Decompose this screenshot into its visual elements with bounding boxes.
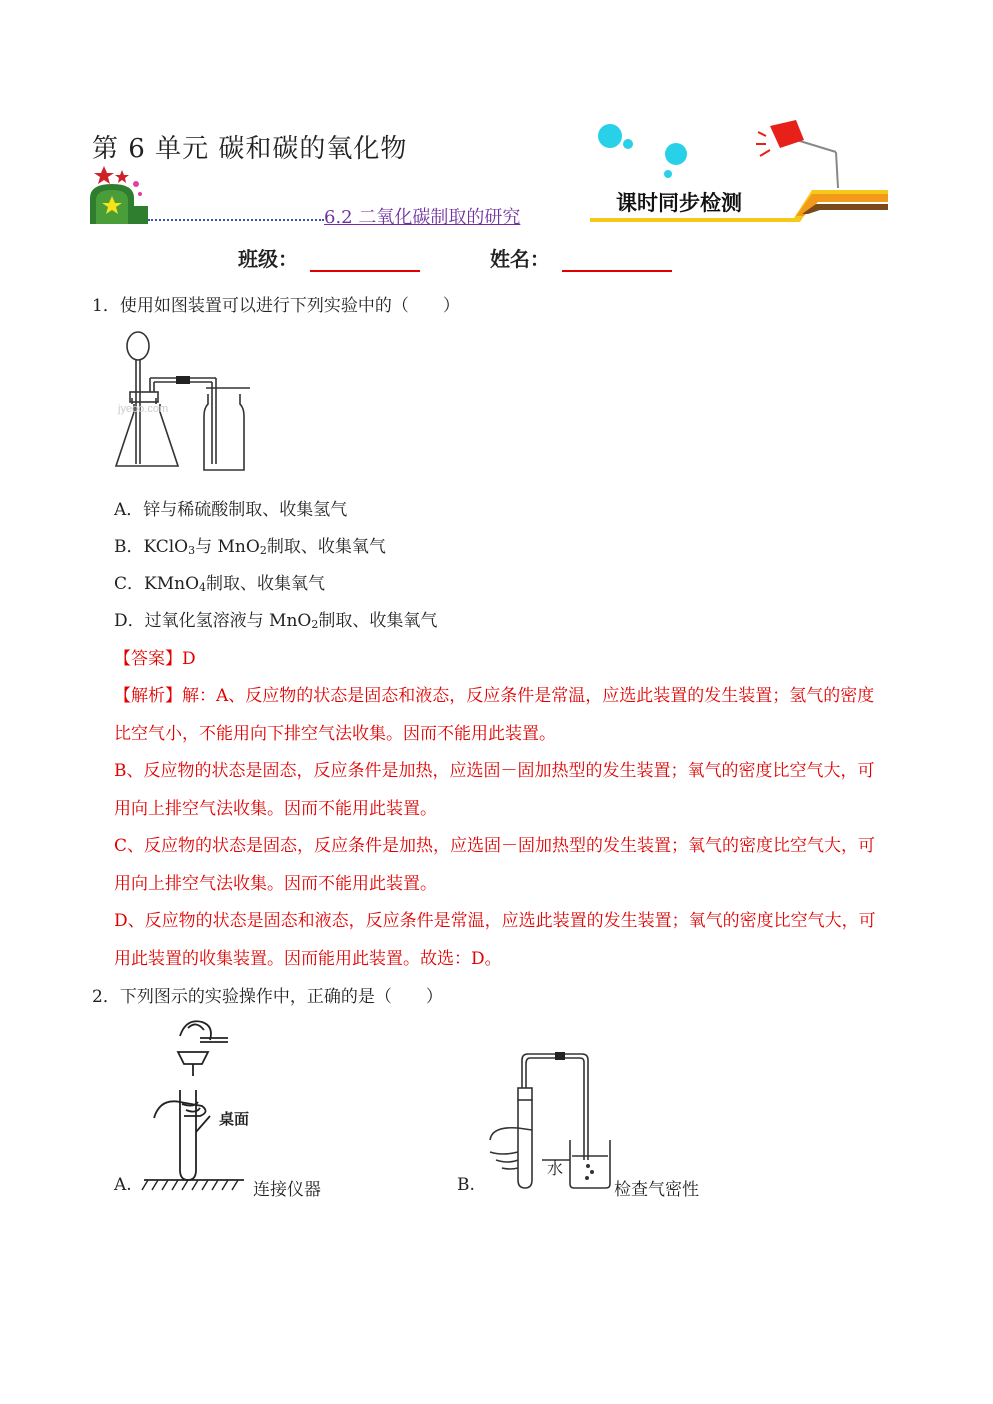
q2-option-b-letter: B. xyxy=(457,1175,475,1195)
class-blank[interactable] xyxy=(310,248,420,272)
q2-option-a-caption: 连接仪器 xyxy=(253,1180,321,1200)
q1-analysis-line: 用向上排空气法收集。因而不能用此装置。 xyxy=(114,799,437,819)
class-name-row xyxy=(238,243,672,272)
connect-apparatus-icon xyxy=(140,1012,252,1196)
desk-label: 桌面 xyxy=(219,1110,250,1128)
flask-apparatus-icon xyxy=(112,326,262,476)
q2-option-a-letter: A. xyxy=(114,1175,132,1195)
q1-option-c: C．KMnO$_4$制取、收集氧气 xyxy=(114,574,325,594)
header-dotted-line xyxy=(148,219,324,221)
q1-stem: 1．使用如图装置可以进行下列实验中的（ ） xyxy=(92,296,460,316)
class-label: 班级： xyxy=(238,247,298,271)
q1-analysis-line: 比空气小，不能用向下排空气法收集。因而不能用此装置。 xyxy=(114,724,556,744)
name-label: 姓名： xyxy=(489,247,550,271)
lesson-title: 6.2 二氧化碳制取的研究 xyxy=(324,207,521,228)
q1-analysis-line: 用向上排空气法收集。因而不能用此装置。 xyxy=(114,874,437,894)
star-logo-icon xyxy=(86,162,152,228)
q1-answer: 【答案】D xyxy=(114,649,196,669)
q1-analysis-line: 用此装置的收集装置。因而能用此装置。故选：D。 xyxy=(114,949,502,969)
q1-analysis-line: B、反应物的状态是固态，反应条件是加热，应选固－固加热型的发生装置；氧气的密度比空气大，可 xyxy=(114,761,875,781)
q1-option-b: B．KClO$_3$与 MnO$_2$制取、收集氧气 xyxy=(114,537,386,557)
q1-analysis-line: C、反应物的状态是固态，反应条件是加热，应选固－固加热型的发生装置；氧气的密度比空气大，可 xyxy=(114,836,876,856)
q2-option-b-caption: 检查气密性 xyxy=(614,1180,699,1200)
unit-title: 第 6 单元 碳和碳的氧化物 xyxy=(92,134,408,164)
q1-analysis-line: D、反应物的状态是固态和液态，反应条件是常温，应选此装置的发生装置；氧气的密度比空气大，可 xyxy=(114,911,876,931)
q1-watermark: jyeoo.com xyxy=(118,403,169,415)
q1-analysis-line: 【解析】解：A、反应物的状态是固态和液态，反应条件是常温，应选此装置的发生装置；氢气的密度 xyxy=(114,686,875,706)
q1-option-a: A．锌与稀硫酸制取、收集氢气 xyxy=(114,500,348,520)
water-label: 水 xyxy=(547,1159,564,1178)
badge-title: 课时同步检测 xyxy=(616,191,742,215)
q1-option-d: D．过氧化氢溶液与 MnO$_2$制取、收集氧气 xyxy=(114,611,438,631)
name-blank[interactable] xyxy=(562,248,672,272)
q2-stem: 2．下列图示的实验操作中，正确的是（ ） xyxy=(92,987,443,1007)
